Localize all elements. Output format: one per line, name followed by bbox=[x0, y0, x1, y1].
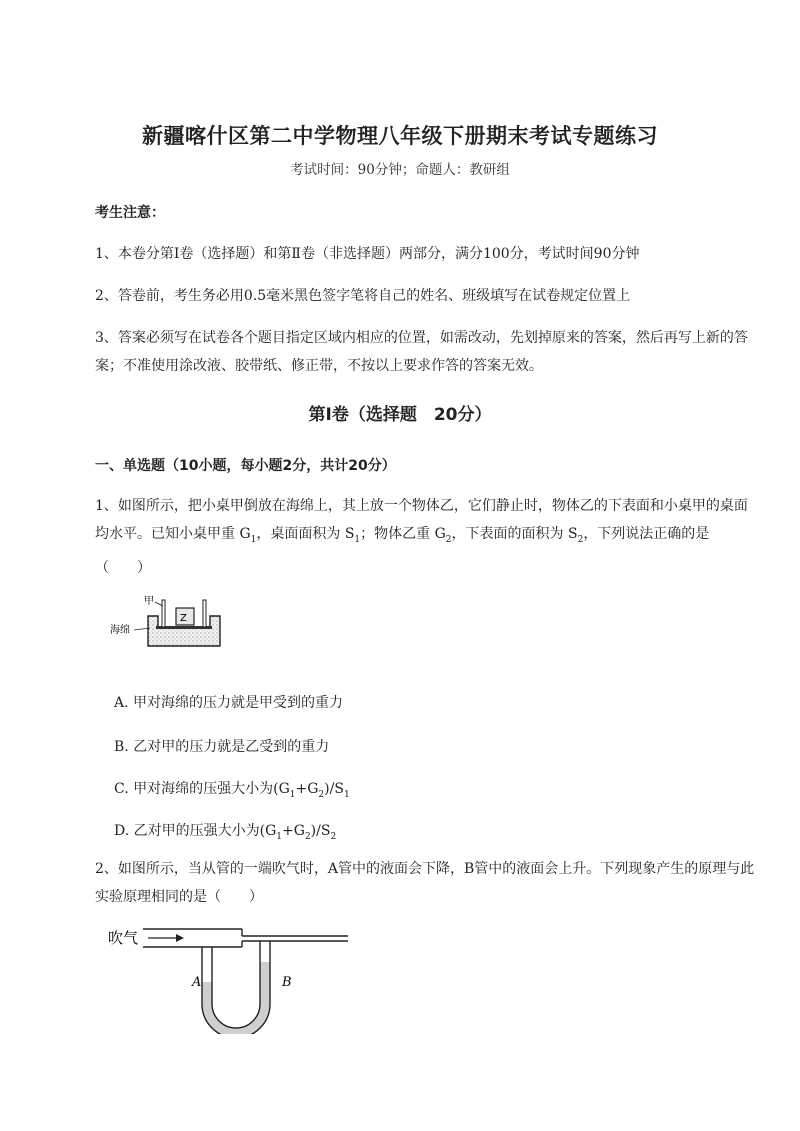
q1-option-d-pre: D. 乙对甲的压强大小为(G bbox=[114, 823, 277, 839]
q1-stem-a: 1、如图所示，把小桌甲倒放在海绵上，其上放一个物体乙，它们静止时，物体乙的下表面和小桌甲的桌面均水平。已知小桌甲重 G bbox=[95, 498, 748, 542]
q1-option-c[interactable] bbox=[114, 778, 350, 800]
notice-label: 考生注意： bbox=[95, 205, 165, 221]
fig-label-b: B bbox=[282, 975, 292, 990]
q1-option-d-sub3: 2 bbox=[330, 831, 337, 842]
q1-sub-s2: 2 bbox=[577, 534, 584, 545]
q1-option-c-pre: C. 甲对海绵的压强大小为(G bbox=[114, 781, 290, 797]
q1-stem-d: ，下表面的面积为 S bbox=[451, 526, 578, 542]
arrow-right-icon bbox=[176, 934, 184, 942]
q1-option-c-post: )/S bbox=[324, 781, 344, 797]
q1-option-a[interactable]: A. 甲对海绵的压力就是甲受到的重力 bbox=[114, 695, 344, 711]
q1-option-c-mid: +G bbox=[295, 781, 319, 797]
q1-option-c-sub2: 2 bbox=[318, 789, 325, 800]
q1-option-d-sub2: 2 bbox=[304, 831, 311, 842]
fig-label-yi: Z bbox=[180, 613, 187, 624]
q1-sub-s1: 1 bbox=[354, 534, 361, 545]
q1-option-c-sub1: 1 bbox=[289, 789, 296, 800]
q1-option-d-mid: +G bbox=[282, 823, 305, 839]
q1-stem-b: ，桌面面积为 S bbox=[256, 526, 355, 542]
q1-option-d-post: )/S bbox=[310, 823, 331, 839]
q1-sub-g2: 2 bbox=[445, 534, 452, 545]
part-title: 一、单选题（10小题，每小题2分，共计20分） bbox=[95, 458, 396, 474]
fig-label-a: A bbox=[192, 975, 202, 990]
notice-item-2: 2、答卷前，考生务必用0.5毫米黑色签字笔将自己的姓名、班级填写在试卷规定位置上 bbox=[95, 288, 631, 304]
fig-label-sponge: 海绵 bbox=[110, 625, 130, 636]
notice-item-3: 3、答案必须写在试卷各个题目指定区域内相应的位置，如需改动，先划掉原来的答案，然后再写上新的答案；不准使用涂改液、胶带纸、修正带，不按以上要求作答的答案无效。 bbox=[95, 330, 748, 374]
exam-subtitle: 考试时间：90分钟；命题人：教研组 bbox=[290, 162, 510, 178]
fig-label-blow: 吹气 bbox=[108, 929, 139, 947]
question-2-stem: 2、如图所示，当从管的一端吹气时，A管中的液面会下降，B管中的液面会上升。下列现象产生的原理与此实验原理相同的是（ ） bbox=[95, 861, 755, 905]
q1-stem-e: ，下列说法正确的是（ ） bbox=[95, 526, 710, 576]
q1-option-c-sub3: 1 bbox=[343, 789, 350, 800]
section-title: 第Ⅰ卷（选择题 20分） bbox=[308, 405, 492, 425]
fig-label-jia: 甲 bbox=[144, 596, 154, 607]
q1-stem-c: ；物体乙重 G bbox=[360, 526, 446, 542]
notice-item-1: 1、本卷分第Ⅰ卷（选择题）和第Ⅱ卷（非选择题）两部分，满分100分，考试时间90分钟 bbox=[95, 246, 640, 262]
question-1-stem bbox=[95, 492, 755, 582]
q1-option-d[interactable] bbox=[114, 820, 336, 842]
u-tube-figure bbox=[108, 924, 358, 1034]
table-sponge-figure bbox=[108, 592, 228, 652]
q1-sub-g1: 1 bbox=[250, 534, 257, 545]
exam-title: 新疆喀什区第二中学物理八年级下册期末考试专题练习 bbox=[142, 124, 658, 148]
q1-option-b[interactable]: B. 乙对甲的压力就是乙受到的重力 bbox=[114, 739, 330, 755]
q1-option-d-sub1: 1 bbox=[276, 831, 283, 842]
